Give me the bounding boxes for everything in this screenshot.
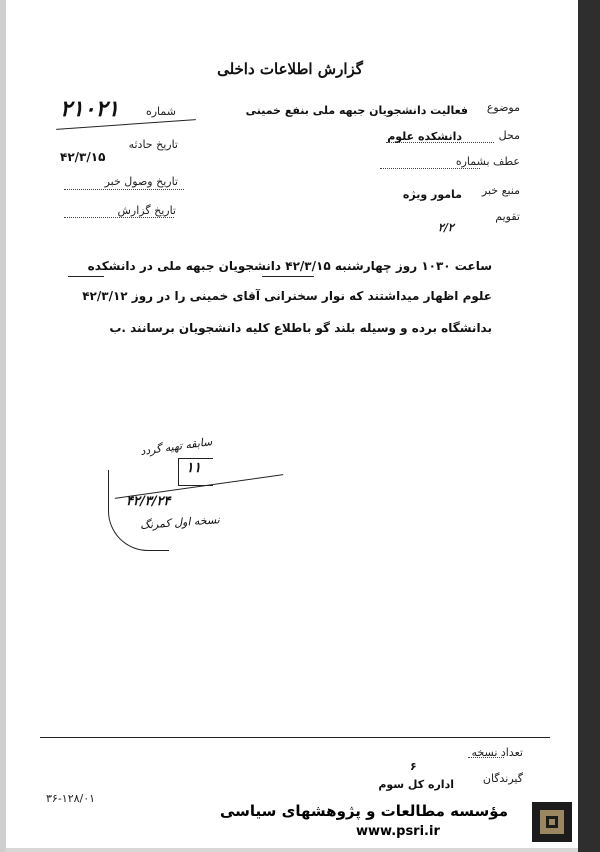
- institute-logo-icon: [532, 802, 572, 842]
- number-label: شماره: [145, 105, 176, 118]
- report-title: گزارش اطلاعات داخلی: [217, 60, 363, 78]
- evaluation-value: ۲/۲: [438, 221, 454, 234]
- reference-dotline: [380, 168, 480, 169]
- copies-label: تعداد نسخه: [471, 746, 523, 759]
- body-line-3: بدانشگاه برده و وسیله بلند گو باطلاع کلیه دانشجویان برسانند .ب: [109, 321, 492, 335]
- report-date-dotline: [64, 217, 174, 218]
- recipients-label: گیرندگان: [482, 772, 523, 785]
- body-line-1: ساعت ۱۰۳۰ روز چهارشنبه ۴۲/۳/۱۵ دانشجویان جبهه ملی در دانشکده: [87, 259, 492, 273]
- annotation-date: ۴۲/۳/۲۴: [126, 494, 171, 509]
- number-value: ۲۱۰۲۱: [60, 96, 120, 122]
- annotation-note-top: سابقه تهیه گردد: [139, 435, 214, 458]
- annotation-number: ۱۱: [186, 460, 202, 476]
- receive-date-dotline: [64, 189, 184, 190]
- institute-name: مؤسسه مطالعات و پژوهشهای سیاسی: [219, 802, 508, 820]
- subject-value: فعالیت دانشجویان جبهه ملی بنفع خمینی: [245, 104, 468, 117]
- event-date-label: تاریخ حادثه: [128, 138, 178, 151]
- copies-value: ۶: [410, 760, 417, 773]
- location-label: محل: [498, 129, 520, 142]
- form-code: ۳۶-۱۲۸/۰۱: [46, 792, 96, 805]
- institute-url: www.psri.ir: [356, 824, 440, 839]
- reference-label: عطف بشماره: [455, 155, 520, 168]
- body-underline-1b: [68, 276, 104, 277]
- subject-label: موضوع: [486, 101, 520, 114]
- body-line-2: علوم اظهار میداشتند که نوار سخنرانی آقای خمینی را در روز ۴۲/۳/۱۲: [82, 289, 492, 303]
- event-date-value: ۴۲/۳/۱۵: [60, 150, 106, 164]
- recipients-value: اداره کل سوم: [378, 778, 454, 791]
- source-label: منبع خبر: [481, 184, 520, 197]
- location-value: دانشکده علوم: [387, 130, 462, 143]
- source-value: مامور ویژه: [402, 188, 462, 201]
- annotation-note-bottom: نسخه اول کمرنگ: [139, 513, 221, 532]
- copies-dotline: [468, 757, 504, 758]
- institute-logo-emblem: [532, 802, 572, 842]
- receive-date-label: تاریخ وصول خبر: [104, 175, 178, 188]
- report-date-label: تاریخ گزارش: [117, 204, 176, 217]
- footer-rule: [40, 737, 550, 738]
- evaluation-label: تقویم: [495, 210, 520, 223]
- body-underline-1: [262, 276, 314, 277]
- annotation-bracket: [108, 470, 169, 551]
